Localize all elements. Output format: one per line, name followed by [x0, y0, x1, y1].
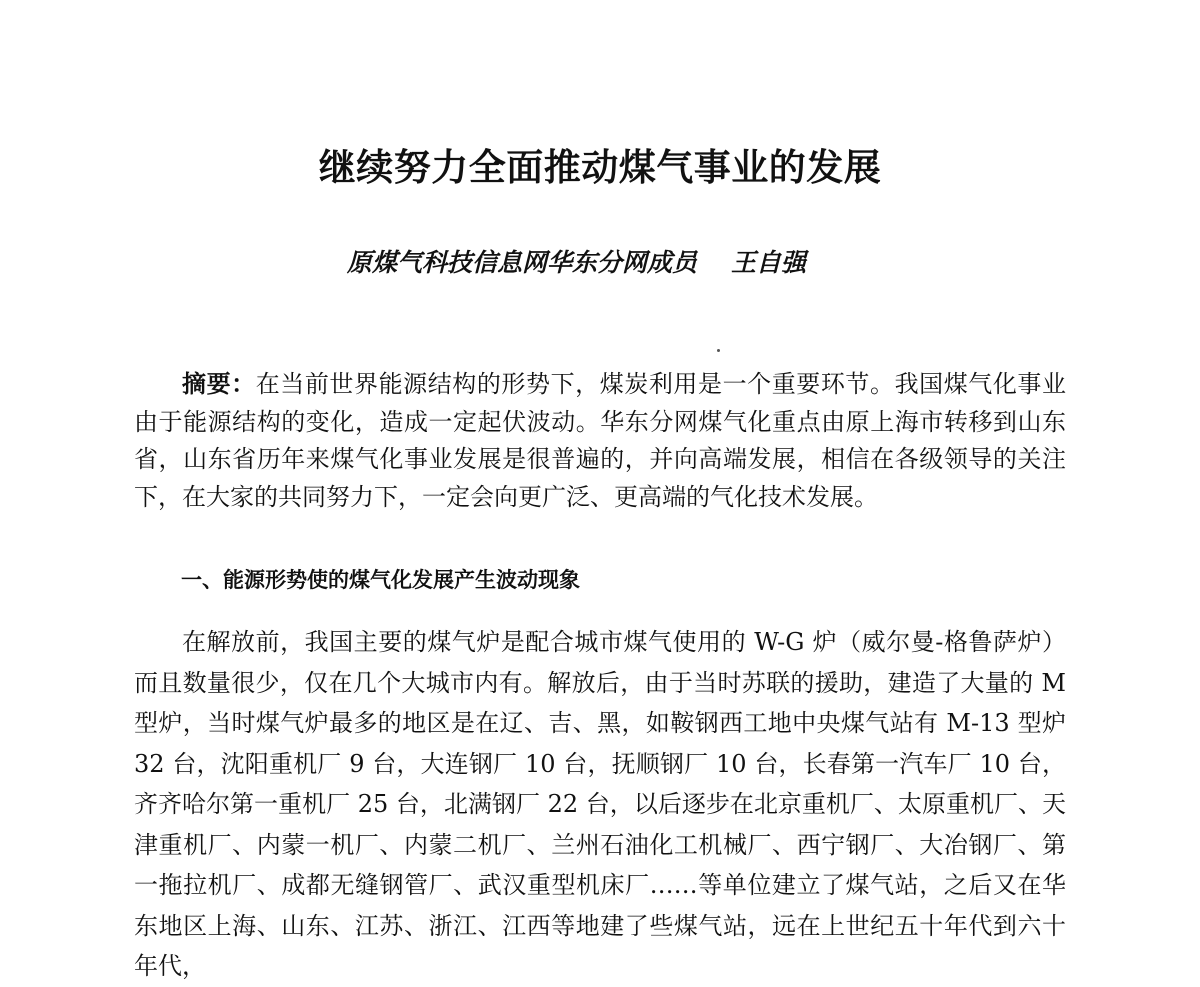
article-title: 继续努力全面推动煤气事业的发展: [318, 146, 882, 189]
section-heading: 一、能源形势使的煤气化发展产生波动现象: [181, 568, 580, 592]
body-paragraph: 在解放前，我国主要的煤气炉是配合城市煤气使用的 W-G 炉（威尔曼-格鲁萨炉）而且数量很少，仅在几个大城市内有。解放后，由于当时苏联的援助，建造了大量的 M 型炉，当时煤气炉最多的地区是在辽、吉、黑，如鞍钢西工地中央煤气站有 M-13 型炉 32 台，沈阳重机厂 9 台，大连钢厂 10 台，抚顺钢厂 10 台，长春第一汽车厂 10 台，齐齐哈尔第一重机厂 25 台，北满钢厂 22 台，以后逐步在北京重机厂、太原重机厂、天津重机厂、内蒙一机厂、内蒙二机厂、兰州石油化工机械厂、西宁钢厂、大冶钢厂、第一拖拉机厂、成都无缝钢管厂、武汉重型机床厂……等单位建立了煤气站，之后又在华东地区上海、山东、江苏、浙江、江西等地建了些煤气站，远在上世纪五十年代到六十年代，: [134, 628, 1066, 980]
author-line: [347, 245, 867, 281]
author-affiliation: 原煤气科技信息网华东分网成员: [347, 248, 698, 277]
abstract-label: 摘要：: [182, 370, 256, 398]
abstract-text: 在当前世界能源结构的形势下，煤炭利用是一个重要环节。我国煤气化事业由于能源结构的变化，造成一定起伏波动。华东分网煤气化重点由原上海市转移到山东省，山东省历年来煤气化事业发展是很普遍的，并向高端发展，相信在各级领导的关注下，在大家的共同努力下，一定会向更广泛、更高端的气化技术发展。: [134, 370, 1067, 511]
abstract-paragraph: [134, 366, 1066, 516]
abstract-block: [134, 366, 1066, 516]
author-name: 王自强: [731, 248, 807, 277]
body-block: [134, 622, 1066, 987]
scan-speck: [717, 349, 720, 352]
